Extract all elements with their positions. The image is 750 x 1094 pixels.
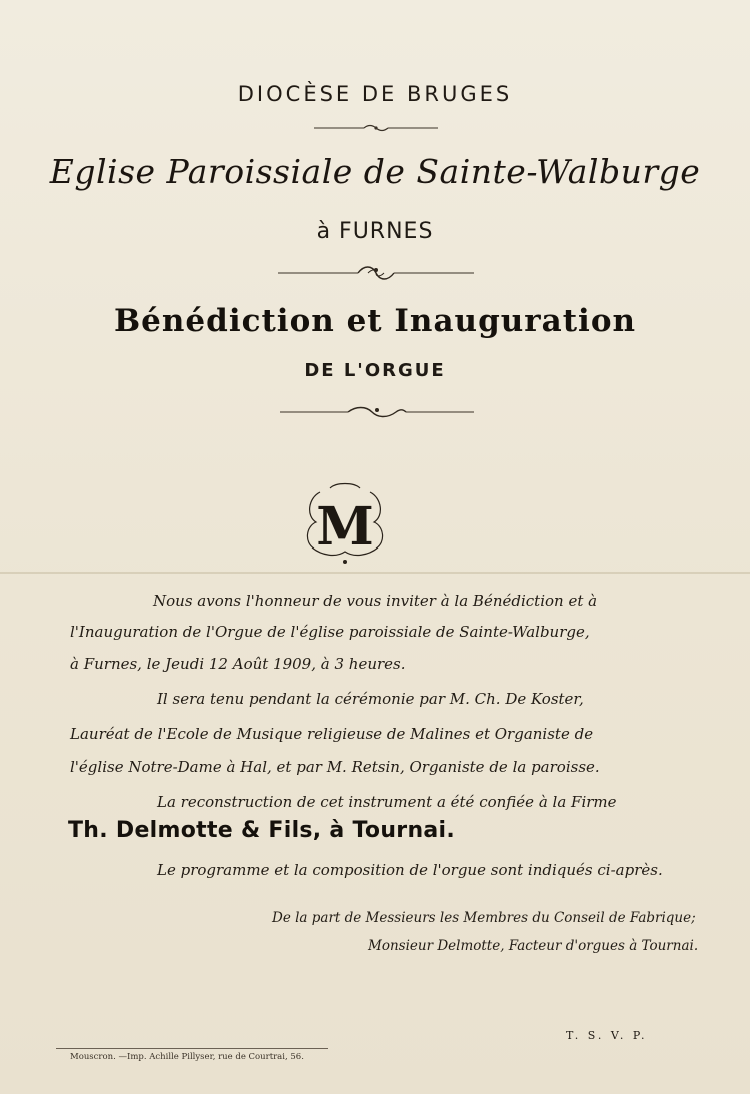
monogram-emblem [300, 478, 390, 568]
firm-name: Th. Delmotte & Fils, à Tournai. [68, 818, 456, 843]
paragraph-4-line-1: Le programme et la composition de l'orgue sont indiqués ci-après. [157, 861, 663, 879]
tsvp-note: T. S. V. P. [566, 1029, 648, 1042]
printer-rule [56, 1048, 328, 1049]
small-flourish-ornament [312, 123, 440, 133]
paragraph-1-line-2: l'Inauguration de l'Orgue de l'église paroissiale de Sainte-Walburge, [70, 623, 590, 641]
flourish-ornament-lower [278, 404, 476, 418]
monogram-letter: M [316, 496, 374, 557]
paragraph-2-line-1: Il sera tenu pendant la cérémonie par M. Ch. De Koster, [157, 690, 584, 708]
paragraph-1-line-1: Nous avons l'honneur de vous inviter à la Bénédiction et à [153, 592, 598, 610]
paragraph-1-line-3: à Furnes, le Jeudi 12 Août 1909, à 3 heures. [70, 655, 406, 673]
signature-line-1: De la part de Messieurs les Membres du Conseil de Fabrique; [272, 910, 696, 926]
paper-fold-line [0, 572, 750, 574]
church-name: Eglise Paroissiale de Sainte-Walburge [49, 152, 701, 191]
paragraph-3-line-1: La reconstruction de cet instrument a été confiée à la Firme [157, 793, 617, 811]
town-name: à FURNES [316, 219, 434, 244]
paragraph-2-line-2: Lauréat de l'Ecole de Musique religieuse de Malines et Organiste de [70, 725, 594, 743]
signature-line-2: Monsieur Delmotte, Facteur d'orgues à Tournai. [368, 938, 699, 954]
paragraph-2-line-3: l'église Notre-Dame à Hal, et par M. Retsin, Organiste de la paroisse. [70, 758, 600, 776]
printer-imprint: Mouscron. —Imp. Achille Pillyser, rue de Courtrai, 56. [70, 1052, 304, 1062]
diocese-heading: DIOCÈSE DE BRUGES [237, 82, 513, 106]
flourish-ornament [276, 264, 476, 280]
document-title: Bénédiction et Inauguration [113, 303, 637, 339]
document-subtitle: DE L'ORGUE [304, 360, 446, 381]
